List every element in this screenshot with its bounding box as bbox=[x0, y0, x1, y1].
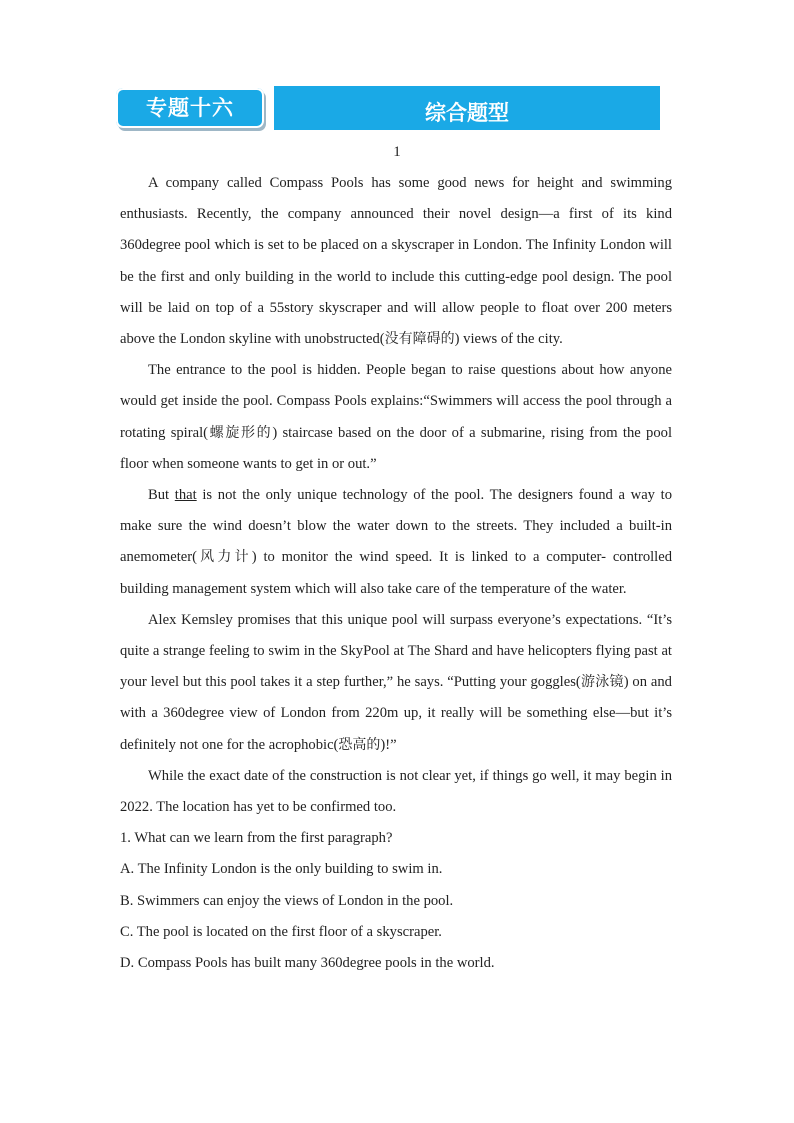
chinese-gloss: 游泳镜 bbox=[580, 674, 624, 691]
topic-tag: 专题十六 bbox=[116, 88, 264, 128]
chinese-gloss: 没有障碍的 bbox=[384, 331, 455, 348]
page-number: 1 bbox=[393, 144, 401, 160]
section-header bbox=[116, 86, 660, 130]
section-title: 综合题型 bbox=[274, 86, 660, 130]
paragraph-5: While the exact date of the construction is not clear yet, if things go well, it may begin in 2022. The location has yet to be confirmed too. bbox=[120, 767, 672, 816]
option-a[interactable]: A. The Infinity London is the only building to swim in. bbox=[120, 861, 443, 878]
chinese-gloss: 风力计 bbox=[196, 549, 252, 566]
chinese-gloss: 恐高的 bbox=[338, 736, 381, 753]
paragraph-2: The entrance to the pool is hidden. People began to raise questions about how anyone would get inside the pool. Compass Pools explains:“Swimmers will access the pool through a rotating spiral(螺旋形的) staircase based on the door of a submarine, rising from the pool floor when someone wants to get in or out.” bbox=[120, 362, 672, 472]
option-c[interactable]: C. The pool is located on the first floor of a skyscraper. bbox=[120, 923, 442, 940]
question-stem: 1. What can we learn from the first paragraph? bbox=[120, 830, 393, 847]
chinese-gloss: 螺旋形的 bbox=[208, 424, 273, 441]
paragraph-4: Alex Kemsley promises that this unique pool will surpass everyone’s expectations. “It’s quite a strange feeling to swim in the SkyPool at The Shard and have helicopters flying past at your level but this pool takes it a step further,” he says. “Putting your goggles(游泳镜) on and with a 360degree view of London from 220m up, it really will be something else—but it’s definitely not one for the acrophobic(恐高的)!” bbox=[120, 611, 672, 753]
paragraph-3: But that is not the only unique technology of the pool. The designers found a way to make sure the wind doesn’t blow the water down to the streets. They included a built-in anemometer(风力计) to monitor the wind speed. It is linked to a computer- controlled building management system which will also take care of the temperature of the water. bbox=[120, 487, 673, 597]
paragraph-1: A company called Compass Pools has some good news for height and swimming enthusiasts. Recently, the company announced their novel design—a first of its kind 360degree pool which is set to be placed on a skyscraper in London. The Infinity London will be the first and only building in the world to include this cutting-edge pool design. The pool will be laid on top of a 55story skyscraper and will allow people to float over 200 meters above the London skyline with unobstructed(没有障碍的) views of the city. bbox=[120, 175, 672, 348]
underlined-word: that bbox=[174, 487, 197, 504]
option-d[interactable]: D. Compass Pools has built many 360degree pools in the world. bbox=[120, 955, 495, 972]
option-b[interactable]: B. Swimmers can enjoy the views of London in the pool. bbox=[120, 892, 454, 909]
reading-passage bbox=[120, 168, 672, 979]
